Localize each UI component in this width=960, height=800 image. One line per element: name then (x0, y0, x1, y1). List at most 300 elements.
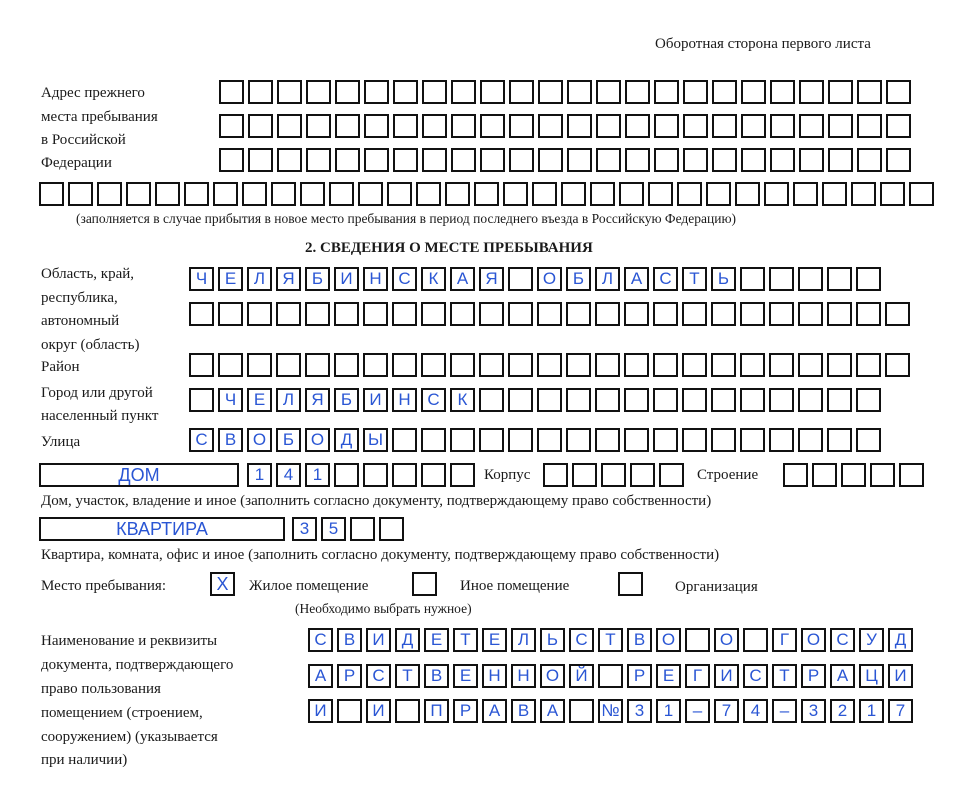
char-cell[interactable] (566, 302, 591, 326)
char-cell[interactable] (421, 353, 446, 377)
char-cell[interactable] (416, 182, 441, 206)
char-cell[interactable]: Е (424, 628, 449, 652)
char-cell[interactable] (126, 182, 151, 206)
char-cell[interactable] (677, 182, 702, 206)
char-cell[interactable] (422, 148, 447, 172)
char-cell[interactable] (334, 353, 359, 377)
char-cell[interactable]: С (569, 628, 594, 652)
char-cell[interactable] (741, 114, 766, 138)
char-cell[interactable] (828, 114, 853, 138)
char-cell[interactable] (735, 182, 760, 206)
char-cell[interactable]: Н (363, 267, 388, 291)
living-checkbox[interactable]: Х (210, 572, 235, 596)
char-cell[interactable] (300, 182, 325, 206)
char-cell[interactable] (538, 80, 563, 104)
char-cell[interactable] (827, 388, 852, 412)
stroenie-row[interactable] (783, 463, 928, 487)
char-cell[interactable] (856, 388, 881, 412)
char-cell[interactable] (276, 302, 301, 326)
char-cell[interactable]: 3 (292, 517, 317, 541)
char-cell[interactable] (683, 148, 708, 172)
char-cell[interactable] (392, 302, 417, 326)
char-cell[interactable]: В (424, 664, 449, 688)
char-cell[interactable] (624, 302, 649, 326)
char-cell[interactable] (625, 80, 650, 104)
char-cell[interactable]: 5 (321, 517, 346, 541)
char-cell[interactable]: Б (334, 388, 359, 412)
char-cell[interactable] (886, 80, 911, 104)
korpus-row[interactable] (543, 463, 688, 487)
char-cell[interactable] (277, 114, 302, 138)
char-cell[interactable] (538, 114, 563, 138)
char-cell[interactable] (856, 428, 881, 452)
char-cell[interactable] (685, 628, 710, 652)
char-cell[interactable] (741, 80, 766, 104)
char-cell[interactable] (509, 80, 534, 104)
char-cell[interactable] (306, 148, 331, 172)
char-cell[interactable]: О (656, 628, 681, 652)
char-cell[interactable] (856, 353, 881, 377)
char-cell[interactable] (363, 463, 388, 487)
char-cell[interactable]: Е (247, 388, 272, 412)
char-cell[interactable] (329, 182, 354, 206)
char-cell[interactable]: С (308, 628, 333, 652)
doc-row-3[interactable] (308, 699, 917, 723)
char-cell[interactable] (247, 302, 272, 326)
char-cell[interactable]: И (366, 699, 391, 723)
char-cell[interactable] (335, 148, 360, 172)
char-cell[interactable] (450, 428, 475, 452)
char-cell[interactable] (596, 114, 621, 138)
char-cell[interactable] (451, 80, 476, 104)
char-cell[interactable] (740, 302, 765, 326)
district-row[interactable] (189, 353, 914, 377)
street-row[interactable] (189, 428, 885, 452)
char-cell[interactable]: Т (598, 628, 623, 652)
char-cell[interactable] (630, 463, 655, 487)
char-cell[interactable] (712, 148, 737, 172)
char-cell[interactable]: Р (627, 664, 652, 688)
char-cell[interactable] (798, 353, 823, 377)
char-cell[interactable]: Р (801, 664, 826, 688)
char-cell[interactable] (870, 463, 895, 487)
char-cell[interactable] (711, 428, 736, 452)
char-cell[interactable] (337, 699, 362, 723)
char-cell[interactable] (770, 114, 795, 138)
char-cell[interactable] (97, 182, 122, 206)
char-cell[interactable]: В (511, 699, 536, 723)
char-cell[interactable] (569, 699, 594, 723)
char-cell[interactable] (743, 628, 768, 652)
char-cell[interactable]: Ч (189, 267, 214, 291)
char-cell[interactable] (392, 353, 417, 377)
char-cell[interactable] (712, 114, 737, 138)
char-cell[interactable]: – (772, 699, 797, 723)
char-cell[interactable]: Е (482, 628, 507, 652)
char-cell[interactable]: С (743, 664, 768, 688)
char-cell[interactable] (793, 182, 818, 206)
char-cell[interactable] (271, 182, 296, 206)
char-cell[interactable] (828, 148, 853, 172)
char-cell[interactable] (880, 182, 905, 206)
char-cell[interactable] (827, 353, 852, 377)
char-cell[interactable]: № (598, 699, 623, 723)
char-cell[interactable]: 4 (743, 699, 768, 723)
char-cell[interactable] (474, 182, 499, 206)
char-cell[interactable] (886, 148, 911, 172)
char-cell[interactable] (624, 388, 649, 412)
char-cell[interactable]: 3 (801, 699, 826, 723)
char-cell[interactable] (242, 182, 267, 206)
char-cell[interactable] (706, 182, 731, 206)
char-cell[interactable] (479, 388, 504, 412)
char-cell[interactable] (363, 302, 388, 326)
char-cell[interactable] (648, 182, 673, 206)
char-cell[interactable] (885, 353, 910, 377)
char-cell[interactable]: Е (453, 664, 478, 688)
char-cell[interactable]: Д (888, 628, 913, 652)
char-cell[interactable] (248, 80, 273, 104)
char-cell[interactable]: О (540, 664, 565, 688)
char-cell[interactable] (783, 463, 808, 487)
char-cell[interactable] (566, 388, 591, 412)
char-cell[interactable] (277, 80, 302, 104)
char-cell[interactable] (857, 114, 882, 138)
char-cell[interactable] (392, 428, 417, 452)
char-cell[interactable] (364, 80, 389, 104)
char-cell[interactable] (68, 182, 93, 206)
char-cell[interactable]: Я (305, 388, 330, 412)
char-cell[interactable]: Ц (859, 664, 884, 688)
char-cell[interactable]: Р (337, 664, 362, 688)
char-cell[interactable] (480, 148, 505, 172)
char-cell[interactable] (379, 517, 404, 541)
char-cell[interactable] (841, 463, 866, 487)
char-cell[interactable] (769, 353, 794, 377)
char-cell[interactable]: А (830, 664, 855, 688)
char-cell[interactable] (798, 428, 823, 452)
char-cell[interactable] (740, 428, 765, 452)
char-cell[interactable]: У (859, 628, 884, 652)
char-cell[interactable] (363, 353, 388, 377)
region-row-1[interactable] (189, 267, 885, 291)
city-row[interactable] (189, 388, 885, 412)
char-cell[interactable]: А (308, 664, 333, 688)
char-cell[interactable]: О (537, 267, 562, 291)
char-cell[interactable] (827, 302, 852, 326)
char-cell[interactable] (572, 463, 597, 487)
char-cell[interactable] (653, 388, 678, 412)
char-cell[interactable] (350, 517, 375, 541)
char-cell[interactable] (682, 353, 707, 377)
char-cell[interactable] (543, 463, 568, 487)
char-cell[interactable] (422, 114, 447, 138)
char-cell[interactable] (248, 114, 273, 138)
char-cell[interactable] (601, 463, 626, 487)
char-cell[interactable]: К (421, 267, 446, 291)
char-cell[interactable] (508, 353, 533, 377)
char-cell[interactable] (508, 388, 533, 412)
organization-checkbox[interactable] (618, 572, 643, 596)
char-cell[interactable] (711, 388, 736, 412)
char-cell[interactable] (595, 388, 620, 412)
char-cell[interactable] (683, 114, 708, 138)
char-cell[interactable]: С (189, 428, 214, 452)
char-cell[interactable] (184, 182, 209, 206)
char-cell[interactable]: Т (453, 628, 478, 652)
char-cell[interactable] (711, 302, 736, 326)
char-cell[interactable] (537, 302, 562, 326)
char-cell[interactable] (480, 80, 505, 104)
char-cell[interactable] (856, 267, 881, 291)
char-cell[interactable] (822, 182, 847, 206)
char-cell[interactable] (247, 353, 272, 377)
char-cell[interactable]: Г (685, 664, 710, 688)
char-cell[interactable] (598, 664, 623, 688)
char-cell[interactable]: Й (569, 664, 594, 688)
char-cell[interactable] (218, 302, 243, 326)
char-cell[interactable]: – (685, 699, 710, 723)
char-cell[interactable]: Б (566, 267, 591, 291)
char-cell[interactable] (451, 114, 476, 138)
char-cell[interactable] (625, 114, 650, 138)
char-cell[interactable] (683, 80, 708, 104)
char-cell[interactable]: Р (453, 699, 478, 723)
char-cell[interactable] (358, 182, 383, 206)
char-cell[interactable] (189, 353, 214, 377)
char-cell[interactable]: О (247, 428, 272, 452)
char-cell[interactable] (625, 148, 650, 172)
other-premises-checkbox[interactable] (412, 572, 437, 596)
char-cell[interactable]: Т (682, 267, 707, 291)
char-cell[interactable] (479, 353, 504, 377)
char-cell[interactable] (682, 428, 707, 452)
char-cell[interactable]: 1 (859, 699, 884, 723)
char-cell[interactable]: А (482, 699, 507, 723)
char-cell[interactable] (508, 267, 533, 291)
char-cell[interactable]: 2 (830, 699, 855, 723)
char-cell[interactable] (595, 428, 620, 452)
char-cell[interactable] (219, 148, 244, 172)
char-cell[interactable] (566, 428, 591, 452)
char-cell[interactable] (624, 428, 649, 452)
char-cell[interactable]: С (653, 267, 678, 291)
char-cell[interactable] (480, 114, 505, 138)
char-cell[interactable] (450, 302, 475, 326)
char-cell[interactable]: С (392, 267, 417, 291)
char-cell[interactable] (392, 463, 417, 487)
char-cell[interactable] (479, 302, 504, 326)
char-cell[interactable] (741, 148, 766, 172)
char-cell[interactable] (827, 267, 852, 291)
char-cell[interactable] (219, 80, 244, 104)
char-cell[interactable]: И (714, 664, 739, 688)
char-cell[interactable] (509, 114, 534, 138)
char-cell[interactable] (421, 463, 446, 487)
char-cell[interactable] (537, 388, 562, 412)
char-cell[interactable] (619, 182, 644, 206)
char-cell[interactable] (885, 302, 910, 326)
char-cell[interactable] (769, 428, 794, 452)
char-cell[interactable] (624, 353, 649, 377)
char-cell[interactable]: Д (395, 628, 420, 652)
char-cell[interactable] (712, 80, 737, 104)
char-cell[interactable] (653, 428, 678, 452)
char-cell[interactable] (213, 182, 238, 206)
char-cell[interactable] (538, 148, 563, 172)
char-cell[interactable] (335, 80, 360, 104)
char-cell[interactable]: О (305, 428, 330, 452)
char-cell[interactable]: Л (511, 628, 536, 652)
char-cell[interactable] (39, 182, 64, 206)
char-cell[interactable]: Д (334, 428, 359, 452)
doc-row-2[interactable] (308, 664, 917, 688)
char-cell[interactable] (799, 114, 824, 138)
char-cell[interactable] (334, 302, 359, 326)
char-cell[interactable] (798, 267, 823, 291)
char-cell[interactable] (445, 182, 470, 206)
char-cell[interactable] (387, 182, 412, 206)
char-cell[interactable]: В (337, 628, 362, 652)
char-cell[interactable] (653, 302, 678, 326)
char-cell[interactable]: И (363, 388, 388, 412)
char-cell[interactable] (857, 80, 882, 104)
char-cell[interactable] (508, 428, 533, 452)
char-cell[interactable] (654, 80, 679, 104)
prev-address-row-4[interactable] (39, 182, 938, 206)
char-cell[interactable] (219, 114, 244, 138)
char-cell[interactable]: 3 (627, 699, 652, 723)
doc-row-1[interactable] (308, 628, 917, 652)
char-cell[interactable] (798, 388, 823, 412)
char-cell[interactable]: 1 (656, 699, 681, 723)
char-cell[interactable]: Б (305, 267, 330, 291)
char-cell[interactable] (305, 353, 330, 377)
char-cell[interactable]: Я (276, 267, 301, 291)
char-cell[interactable] (509, 148, 534, 172)
char-cell[interactable] (566, 353, 591, 377)
char-cell[interactable] (393, 148, 418, 172)
char-cell[interactable]: В (627, 628, 652, 652)
char-cell[interactable] (306, 114, 331, 138)
house-number-row[interactable] (247, 463, 479, 487)
char-cell[interactable] (422, 80, 447, 104)
char-cell[interactable] (508, 302, 533, 326)
char-cell[interactable] (421, 428, 446, 452)
char-cell[interactable]: Б (276, 428, 301, 452)
char-cell[interactable]: А (450, 267, 475, 291)
char-cell[interactable] (596, 80, 621, 104)
char-cell[interactable] (218, 353, 243, 377)
char-cell[interactable]: Л (247, 267, 272, 291)
char-cell[interactable] (740, 267, 765, 291)
prev-address-row-1[interactable] (219, 80, 915, 104)
char-cell[interactable] (450, 353, 475, 377)
char-cell[interactable] (769, 388, 794, 412)
char-cell[interactable] (393, 114, 418, 138)
char-cell[interactable]: П (424, 699, 449, 723)
char-cell[interactable] (899, 463, 924, 487)
char-cell[interactable] (479, 428, 504, 452)
char-cell[interactable]: Т (772, 664, 797, 688)
char-cell[interactable] (770, 148, 795, 172)
char-cell[interactable]: Н (392, 388, 417, 412)
prev-address-row-3[interactable] (219, 148, 915, 172)
char-cell[interactable] (886, 114, 911, 138)
char-cell[interactable]: Л (595, 267, 620, 291)
char-cell[interactable] (740, 388, 765, 412)
char-cell[interactable]: Н (482, 664, 507, 688)
char-cell[interactable]: Я (479, 267, 504, 291)
char-cell[interactable] (654, 114, 679, 138)
char-cell[interactable]: 1 (305, 463, 330, 487)
char-cell[interactable]: И (334, 267, 359, 291)
char-cell[interactable] (812, 463, 837, 487)
char-cell[interactable] (567, 114, 592, 138)
house-type-field[interactable]: ДОМ (39, 463, 239, 487)
char-cell[interactable]: А (540, 699, 565, 723)
char-cell[interactable]: Л (276, 388, 301, 412)
char-cell[interactable]: 1 (247, 463, 272, 487)
char-cell[interactable] (451, 148, 476, 172)
char-cell[interactable] (503, 182, 528, 206)
char-cell[interactable] (682, 388, 707, 412)
char-cell[interactable]: В (218, 428, 243, 452)
char-cell[interactable] (421, 302, 446, 326)
char-cell[interactable] (596, 148, 621, 172)
char-cell[interactable]: Ч (218, 388, 243, 412)
char-cell[interactable]: Н (511, 664, 536, 688)
char-cell[interactable] (764, 182, 789, 206)
char-cell[interactable] (395, 699, 420, 723)
char-cell[interactable]: К (450, 388, 475, 412)
char-cell[interactable] (561, 182, 586, 206)
char-cell[interactable] (595, 302, 620, 326)
char-cell[interactable]: 7 (714, 699, 739, 723)
char-cell[interactable] (276, 353, 301, 377)
char-cell[interactable]: 4 (276, 463, 301, 487)
char-cell[interactable] (799, 148, 824, 172)
char-cell[interactable]: Т (395, 664, 420, 688)
char-cell[interactable] (856, 302, 881, 326)
char-cell[interactable] (393, 80, 418, 104)
char-cell[interactable] (334, 463, 359, 487)
char-cell[interactable]: И (308, 699, 333, 723)
char-cell[interactable] (364, 148, 389, 172)
char-cell[interactable]: С (421, 388, 446, 412)
char-cell[interactable]: Ь (711, 267, 736, 291)
char-cell[interactable] (769, 267, 794, 291)
char-cell[interactable] (189, 388, 214, 412)
char-cell[interactable] (909, 182, 934, 206)
char-cell[interactable] (248, 148, 273, 172)
char-cell[interactable] (770, 80, 795, 104)
char-cell[interactable] (189, 302, 214, 326)
char-cell[interactable]: Е (656, 664, 681, 688)
char-cell[interactable]: С (366, 664, 391, 688)
char-cell[interactable]: А (624, 267, 649, 291)
char-cell[interactable] (567, 148, 592, 172)
char-cell[interactable] (590, 182, 615, 206)
char-cell[interactable]: Е (218, 267, 243, 291)
char-cell[interactable] (711, 353, 736, 377)
char-cell[interactable] (595, 353, 620, 377)
char-cell[interactable] (857, 148, 882, 172)
char-cell[interactable]: Г (772, 628, 797, 652)
char-cell[interactable] (827, 428, 852, 452)
char-cell[interactable]: О (801, 628, 826, 652)
char-cell[interactable]: 7 (888, 699, 913, 723)
